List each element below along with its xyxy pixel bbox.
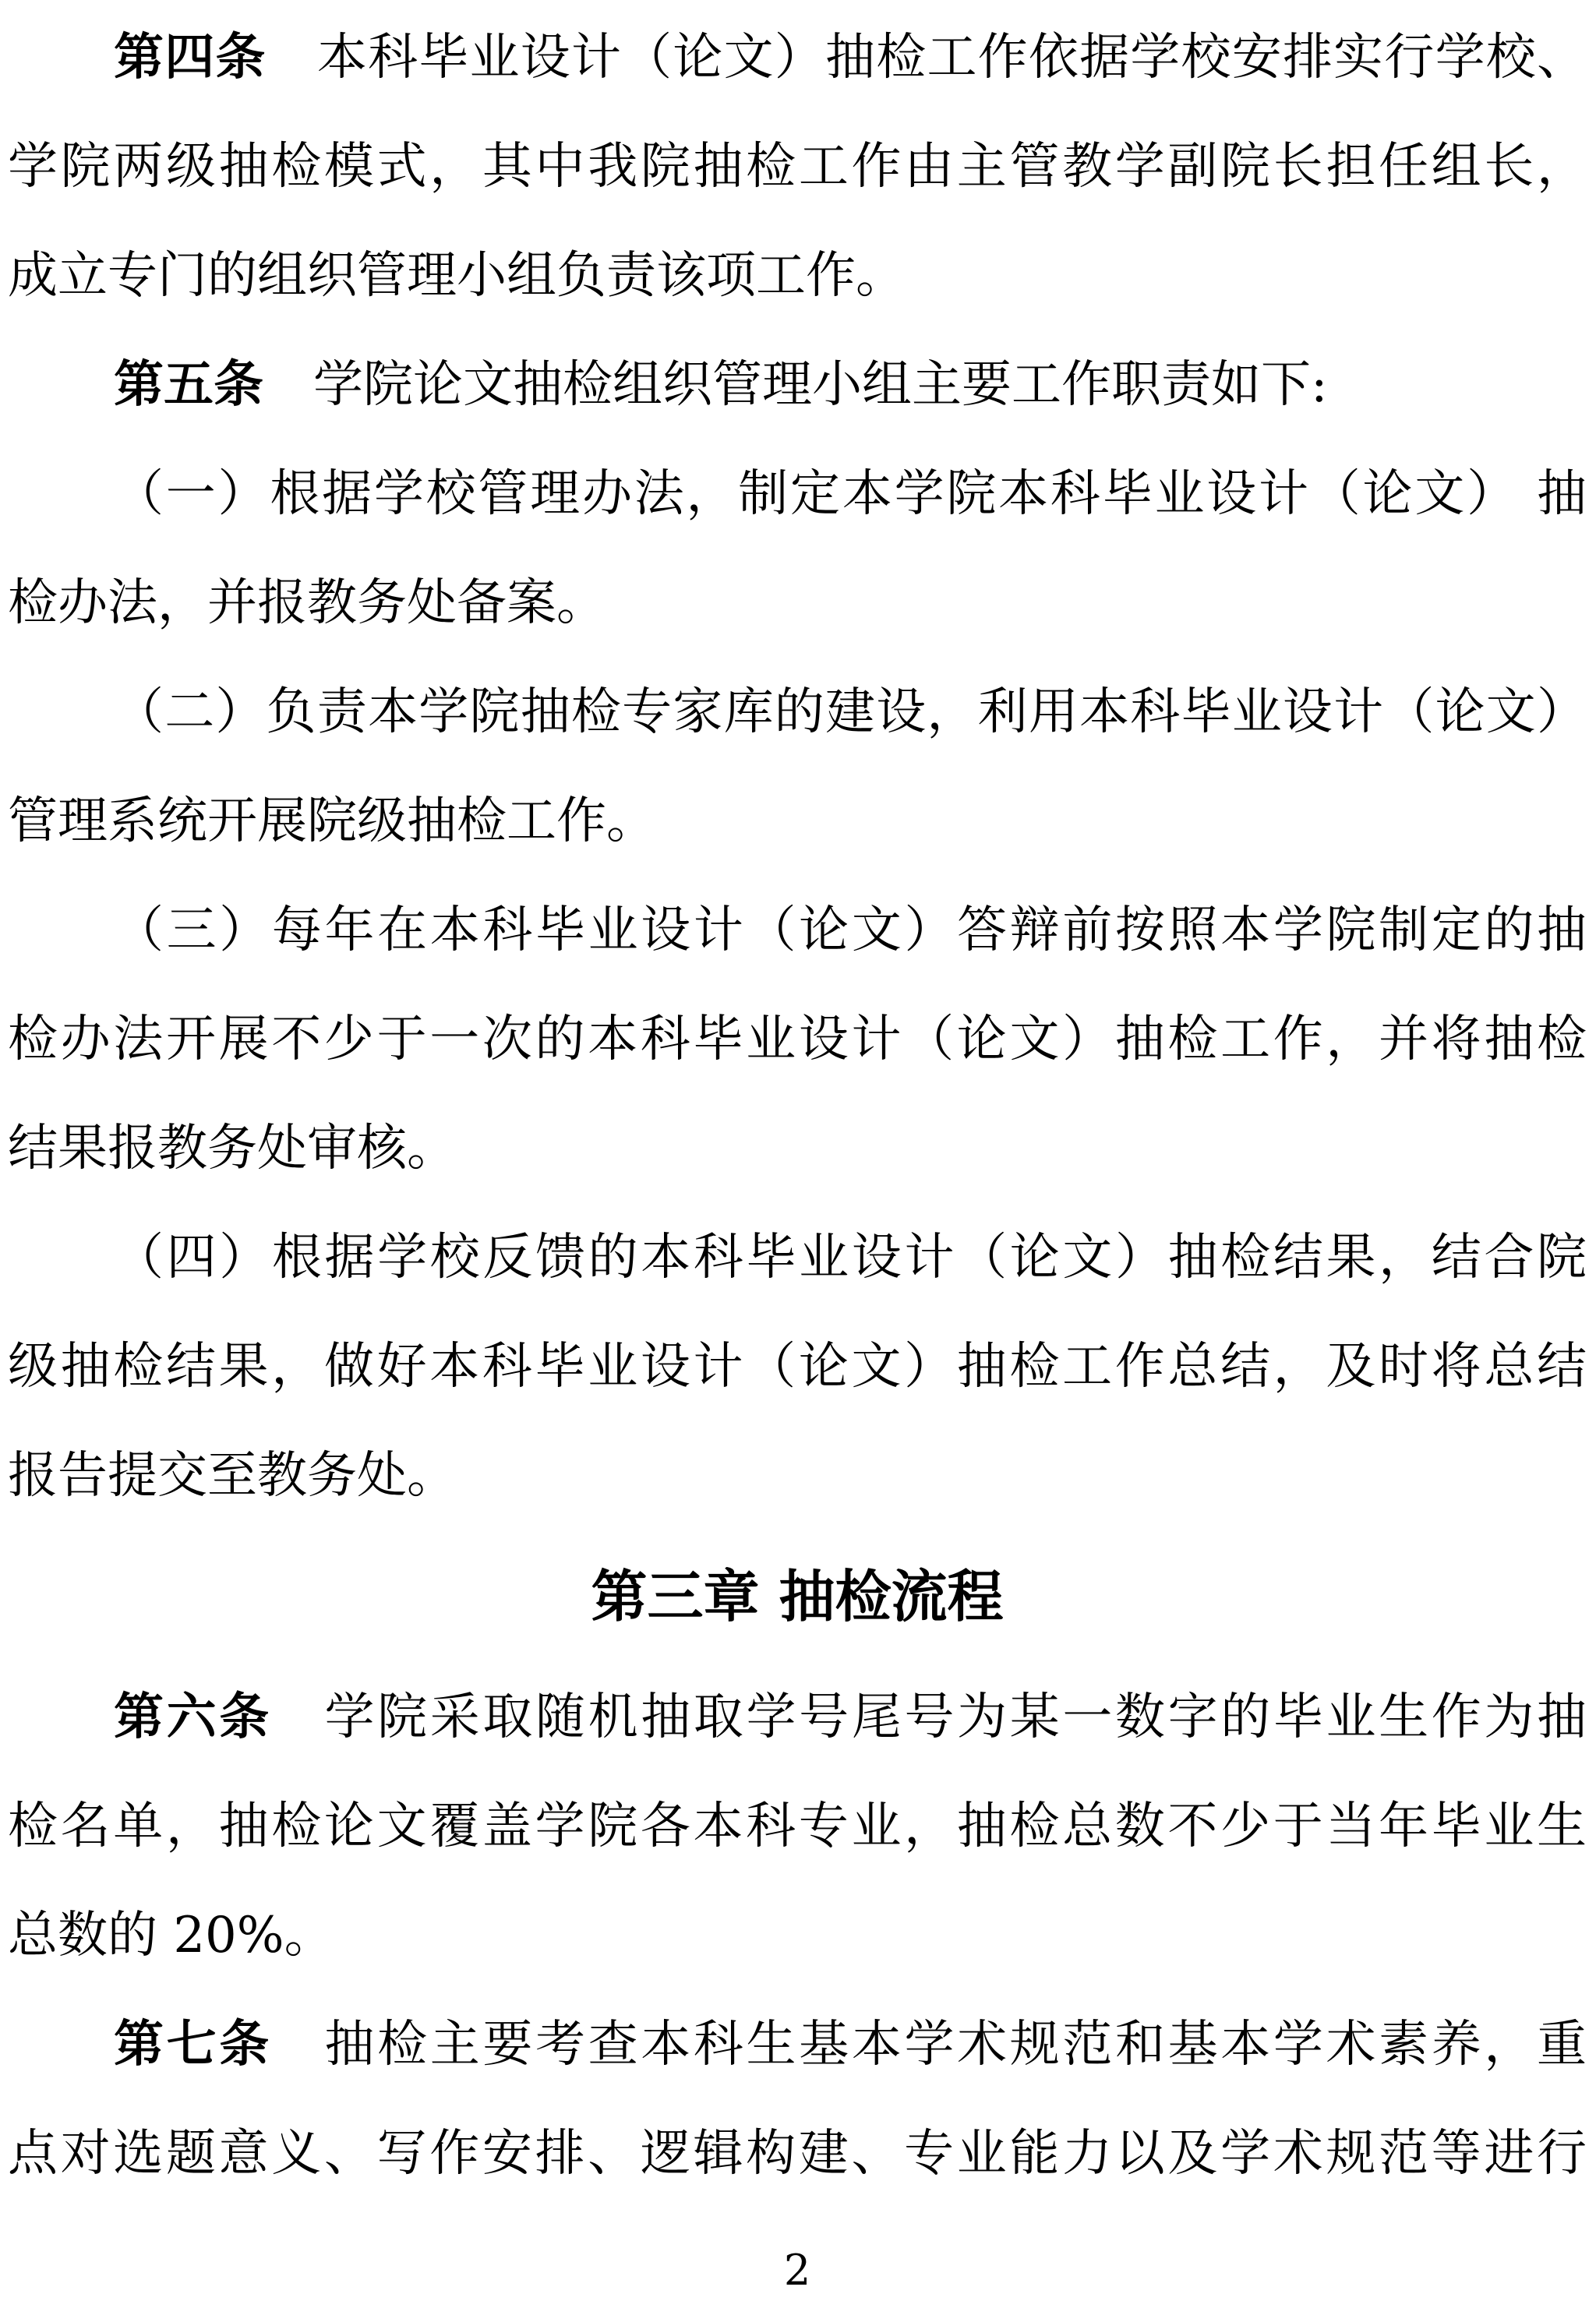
- page-number: 2: [783, 2246, 811, 2295]
- line-text: 学院采取随机抽取学号尾号为某一数字的毕业生作为抽: [271, 1689, 1587, 1746]
- item-1-line-1: （一）根据学校管理办法，制定本学院本科毕业设计（论文） 抽: [114, 465, 1587, 523]
- article-4-label: 第四条: [114, 29, 267, 86]
- article-7-line-2: 点对选题意义、写作安排、逻辑构建、专业能力以及学术规范等进行: [8, 2125, 1587, 2183]
- article-6-label: 第六条: [114, 1689, 272, 1746]
- article-6-line-1: [8, 1663, 1587, 1772]
- item-4-line-3: 报告提交至教务处。: [8, 1447, 457, 1505]
- item-3-line-3: 结果报教务处审核。: [8, 1120, 457, 1177]
- article-7-label: 第七条: [114, 2016, 272, 2073]
- article-4-line-1: [8, 3, 1587, 112]
- chapter-3-heading: 第三章 抽检流程: [591, 1564, 1004, 1629]
- item-3-line-1: （三）每年在本科毕业设计（论文）答辩前按照本学院制定的抽: [114, 902, 1587, 959]
- article-4-line-2: 学院两级抽检模式，其中我院抽检工作由主管教学副院长担任组长，: [8, 138, 1587, 196]
- article-5-line-1: [8, 330, 1587, 439]
- article-7-line-1: [8, 1990, 1587, 2099]
- article-6-line-2: 检名单，抽检论文覆盖学院各本科专业，抽检总数不少于当年毕业生: [8, 1798, 1587, 1855]
- item-1-line-2: 检办法，并报教务处备案。: [8, 574, 606, 632]
- line-text: 抽检主要考查本科生基本学术规范和基本学术素养，重: [271, 2016, 1587, 2073]
- item-2-line-2: 管理系统开展院级抽检工作。: [8, 792, 656, 850]
- item-2-line-1: （二）负责本学院抽检专家库的建设，利用本科毕业设计（论文）: [114, 683, 1587, 741]
- article-4-line-3: 成立专门的组织管理小组负责该项工作。: [8, 247, 906, 305]
- item-4-line-1: （四）根据学校反馈的本科毕业设计（论文）抽检结果，结合院: [114, 1229, 1587, 1286]
- item-3-line-2: 检办法开展不少于一次的本科毕业设计（论文）抽检工作，并将抽检: [8, 1011, 1587, 1068]
- line-text: 学院论文抽检组织管理小组主要工作职责如下:: [263, 356, 1328, 414]
- line-text: 本科毕业设计（论文）抽检工作依据学校安排实行学校、: [266, 29, 1587, 86]
- article-6-line-3: 总数的 20%。: [8, 1907, 334, 1964]
- item-4-line-2: 级抽检结果，做好本科毕业设计（论文）抽检工作总结，及时将总结: [8, 1338, 1587, 1396]
- article-5-label: 第五条: [114, 356, 263, 414]
